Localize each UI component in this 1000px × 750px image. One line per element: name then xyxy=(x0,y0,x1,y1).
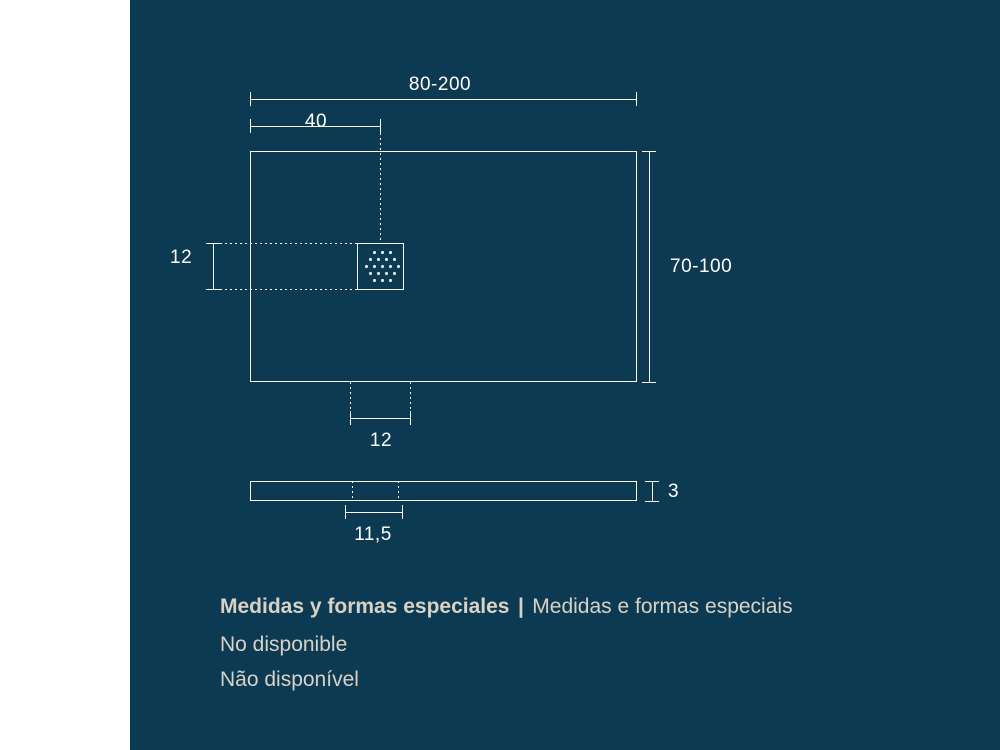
dim-top-width-line xyxy=(250,99,637,100)
section-drain-mark-right xyxy=(398,481,399,501)
dim-top-width-label: 80-200 xyxy=(408,74,472,95)
tray-top-view-outline xyxy=(250,151,637,382)
caption-special-row xyxy=(220,595,793,619)
tray-section-outline xyxy=(250,481,637,501)
leader-drain-horizontal-bottom xyxy=(220,289,360,290)
diagram-panel xyxy=(130,0,1000,750)
dim-thickness-label: 3 xyxy=(668,481,680,502)
section-drain-mark-left xyxy=(352,481,353,501)
dim-section-drain-line xyxy=(345,512,403,513)
dim-offset-left-label: 40 xyxy=(304,111,328,132)
dim-height-label: 70-100 xyxy=(670,256,733,277)
caption-special-es: Medidas y formas especiales xyxy=(220,595,510,618)
dim-offset-top-line xyxy=(213,243,214,290)
dim-thickness-line xyxy=(652,481,653,502)
leader-drain-vertical-top xyxy=(380,133,381,243)
dim-section-drain-label: 11,5 xyxy=(354,524,392,545)
dim-drain-width-label: 12 xyxy=(369,430,393,451)
caption-unavailable-pt: Não disponível xyxy=(220,668,359,691)
leader-drain-horizontal-top xyxy=(220,243,360,244)
caption-special-pt: Medidas e formas especiais xyxy=(532,595,793,618)
dim-offset-top-label: 12 xyxy=(170,247,193,268)
dim-height-line xyxy=(649,151,650,383)
dim-drain-width-line xyxy=(350,418,411,419)
caption-unavailable-es: No disponible xyxy=(220,633,348,656)
caption-separator: | xyxy=(517,595,524,618)
